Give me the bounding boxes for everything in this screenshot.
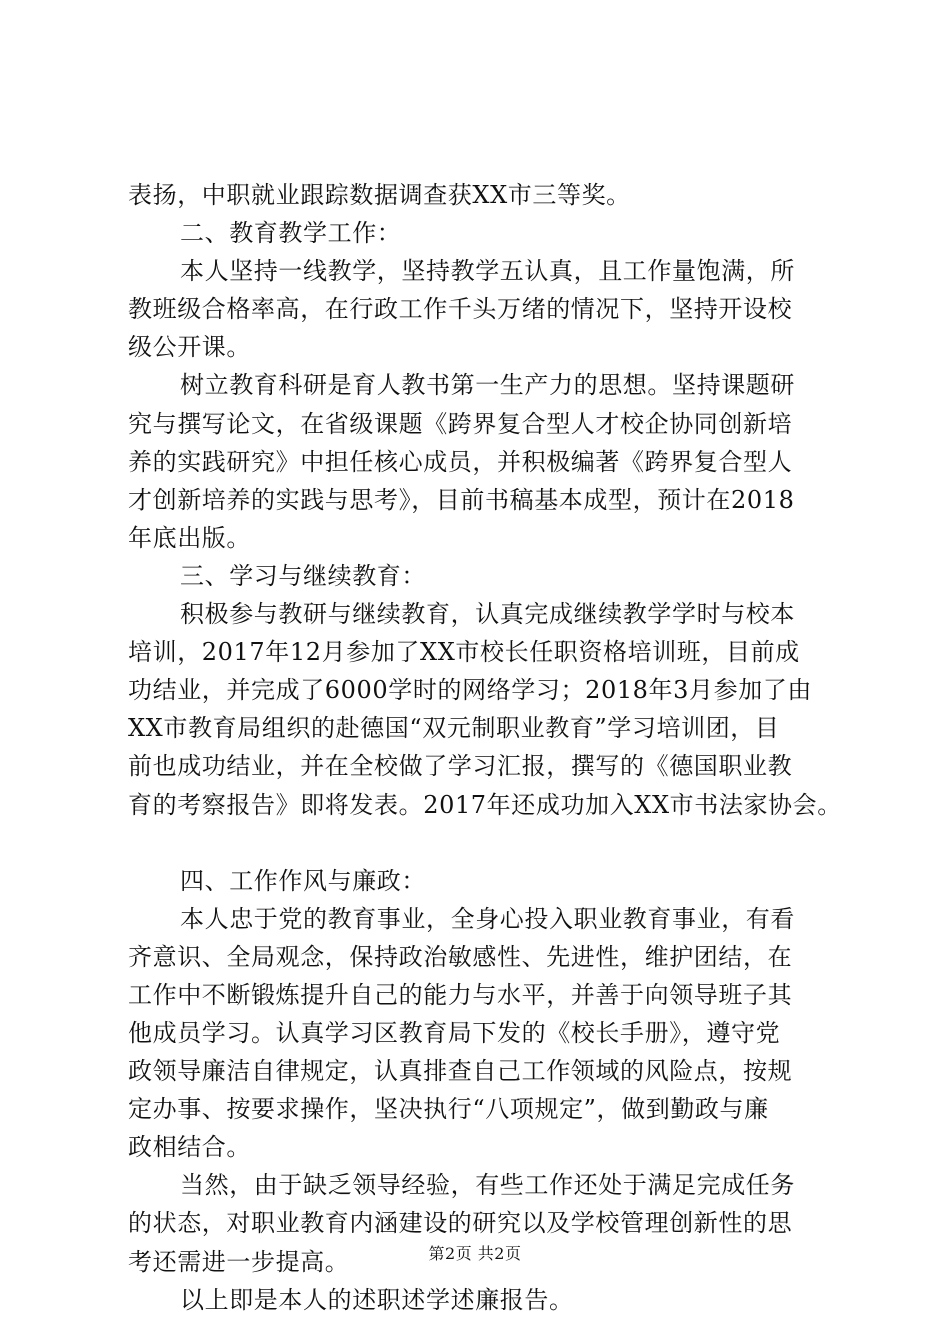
text-line: 级公开课。 — [128, 333, 251, 362]
text-line: 齐意识、全局观念，保持政治敏感性、先进性，维护团结，在 — [128, 942, 793, 971]
text-line: 定办事、按要求操作，坚决执行“八项规定”，做到勤政与廉 — [128, 1095, 769, 1124]
section-heading-style: 四、工作作风与廉政： — [180, 866, 426, 895]
text-line: 养的实践研究》中担任核心成员，并积极编著《跨界复合型人 — [128, 447, 793, 476]
text-line: 年底出版。 — [128, 523, 251, 552]
text-line: 工作中不断锻炼提升自己的能力与水平，并善于向领导班子其 — [128, 980, 793, 1009]
section-heading-learning: 三、学习与继续教育： — [180, 561, 426, 590]
text-line: 教班级合格率高，在行政工作千头万绪的情况下，坚持开设校 — [128, 295, 793, 324]
text-line: 积极参与教研与继续教育，认真完成继续教学学时与校本 — [180, 600, 795, 629]
text-line: 的状态，对职业教育内涵建设的研究以及学校管理创新性的思 — [128, 1209, 793, 1238]
paragraph-gap — [128, 824, 838, 862]
text-line: 树立教育科研是育人教书第一生产力的思想。坚持课题研 — [180, 371, 795, 400]
closing-line: 以上即是本人的述职述学述廉报告。 — [180, 1285, 574, 1314]
text-line: 才创新培养的实践与思考》，目前书稿基本成型，预计在2018 — [128, 485, 795, 514]
text-line: 政领导廉洁自律规定，认真排查自己工作领域的风险点，按规 — [128, 1057, 793, 1086]
text-line: 本人坚持一线教学，坚持教学五认真，且工作量饱满，所 — [180, 257, 795, 286]
text-line: 究与撰写论文，在省级课题《跨界复合型人才校企协同创新培 — [128, 409, 793, 438]
text-line: XX市教育局组织的赴德国“双元制职业教育”学习培训团，目 — [128, 714, 780, 743]
text-line: 功结业，并完成了6000学时的网络学习；2018年3月参加了由 — [128, 676, 813, 705]
text-line: 政相结合。 — [128, 1133, 251, 1162]
text-line: 培训，2017年12月参加了XX市校长任职资格培训班，目前成 — [128, 638, 800, 667]
document-body — [128, 176, 842, 1319]
text-line: 本人忠于党的教育事业，全身心投入职业教育事业，有看 — [180, 904, 795, 933]
text-line: 表扬，中职就业跟踪数据调查获XX市三等奖。 — [128, 181, 631, 209]
text-line: 当然，由于缺乏领导经验，有些工作还处于满足完成任务 — [180, 1171, 795, 1200]
text-line: 他成员学习。认真学习区教育局下发的《校长手册》，遵守党 — [128, 1018, 781, 1047]
page-number: 第2页 共2页 — [428, 1244, 522, 1263]
section-heading-teaching: 二、教育教学工作： — [180, 219, 402, 248]
text-line: 育的考察报告》即将发表。2017年还成功加入XX市书法家协会。 — [128, 790, 842, 819]
text-line: 前也成功结业，并在全校做了学习汇报，撰写的《德国职业教 — [128, 752, 793, 781]
text-line: 考还需进一步提高。 — [128, 1247, 350, 1276]
